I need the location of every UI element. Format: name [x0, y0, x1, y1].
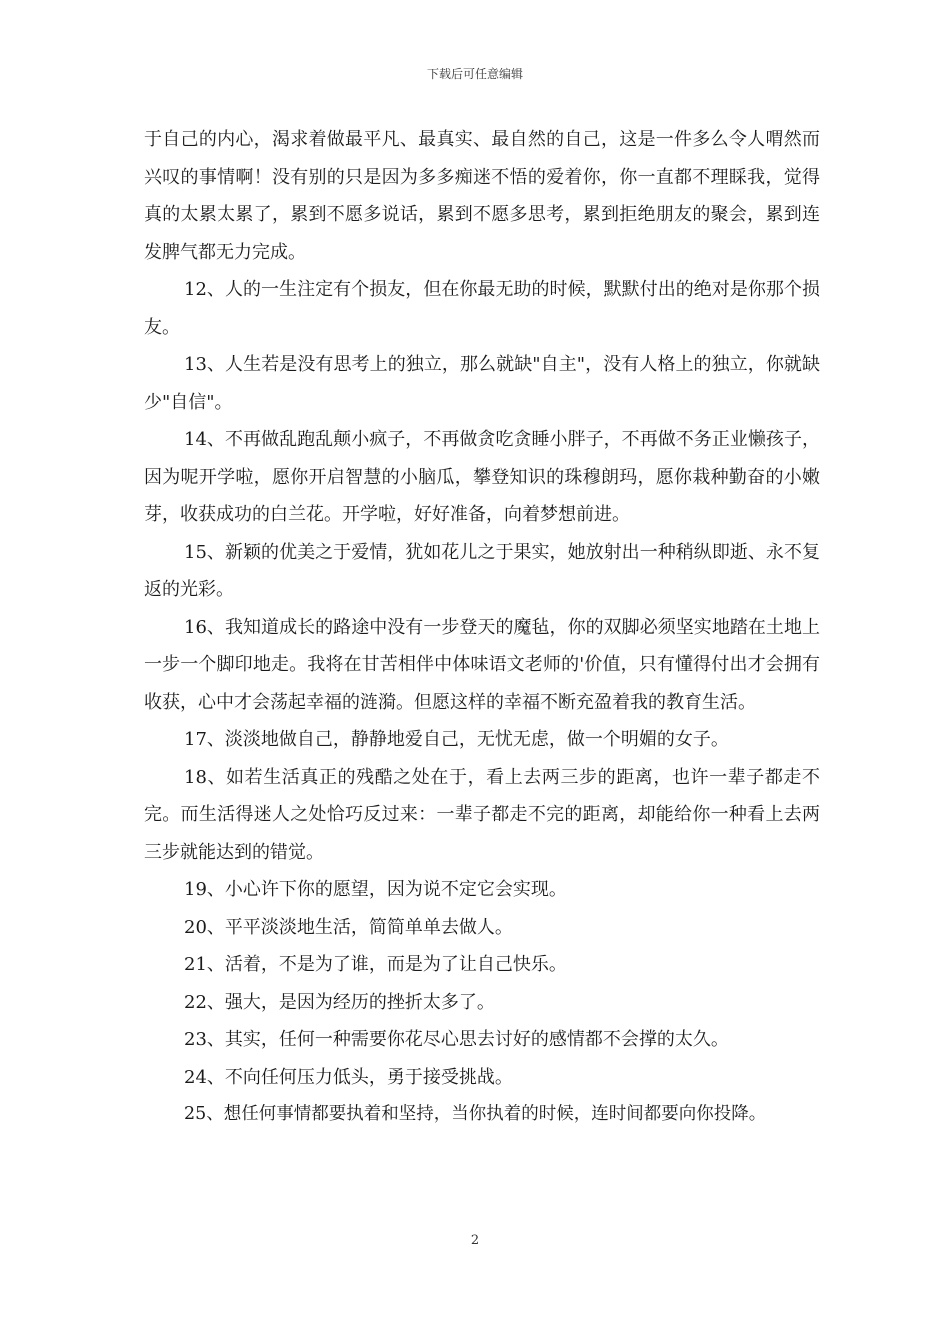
paragraph-21: 21、活着，不是为了谁，而是为了让自己快乐。 — [184, 954, 567, 975]
paragraph-24: 24、不向任何压力低头，勇于接受挑战。 — [184, 1066, 513, 1088]
paragraph-19: 19、小心许下你的愿望，因为说不定它会实现。 — [184, 879, 567, 900]
paragraph-15: 15、新颖的优美之于爱情，犹如花儿之于果实，她放射出一种稍纵即逝、永不复返的光彩。 — [144, 541, 820, 600]
paragraph-18: 18、如若生活真正的残酷之处在于，看上去两三步的距离，也许一辈子都走不完。而生活得迷人之处恰巧反过来：一辈子都走不完的距离，却能给你一种看上去两三步就能达到的错觉。 — [144, 766, 820, 863]
page-header: 下载后可任意编辑 — [426, 67, 523, 81]
paragraph-13: 13、人生若是没有思考上的独立，那么就缺"自主"，没有人格上的独立，你就缺少"自信"。 — [144, 354, 820, 413]
paragraph-22: 22、强大，是因为经历的挫折太多了。 — [184, 991, 495, 1013]
paragraph-20: 20、平平淡淡地生活，简简单单去做人。 — [184, 916, 513, 938]
paragraph-16: 16、我知道成长的路途中没有一步登天的魔毡，你的双脚必须坚实地踏在土地上一步一个脚印地走。我将在甘苦相伴中体味语文老师的'价值，只有懂得付出才会拥有收获，心中才会荡起幸福的涟漪。但愿这样的幸福不断充盈着我的教育生活。 — [144, 616, 820, 713]
paragraph-17: 17、淡淡地做自己，静静地爱自己，无忧无虑，做一个明媚的女子。 — [184, 729, 729, 750]
page-number: 2 — [470, 1233, 480, 1248]
paragraph-14: 14、不再做乱跑乱颠小疯子，不再做贪吃贪睡小胖子，不再做不务正业懒孩子，因为呢开学啦，愿你开启智慧的小脑瓜，攀登知识的珠穆朗玛，愿你栽种勤奋的小嫩芽，收获成功的白兰花。开学啦，好好准备，向着梦想前进。 — [144, 429, 820, 525]
paragraph-12: 12、人的一生注定有个损友，但在你最无助的时候，默默付出的绝对是你那个损友。 — [144, 279, 820, 338]
body-text — [144, 121, 820, 1134]
paragraph-25: 25、想任何事情都要执着和坚持，当你执着的时候，连时间都要向你投降。 — [184, 1104, 767, 1124]
paragraph-continued: 于自己的内心，渴求着做最平凡、最真实、最自然的自己，这是一件多么令人喟然而兴叹的事情啊！没有别的只是因为多多痴迷不悟的爱着你，你一直都不理睬我，觉得真的太累太累了，累到不愿多说话，累到不愿多思考，累到拒绝朋友的聚会，累到连发脾气都无力完成。 — [144, 129, 820, 263]
paragraph-23: 23、其实，任何一种需要你花尽心思去讨好的感情都不会撑的太久。 — [184, 1029, 729, 1050]
